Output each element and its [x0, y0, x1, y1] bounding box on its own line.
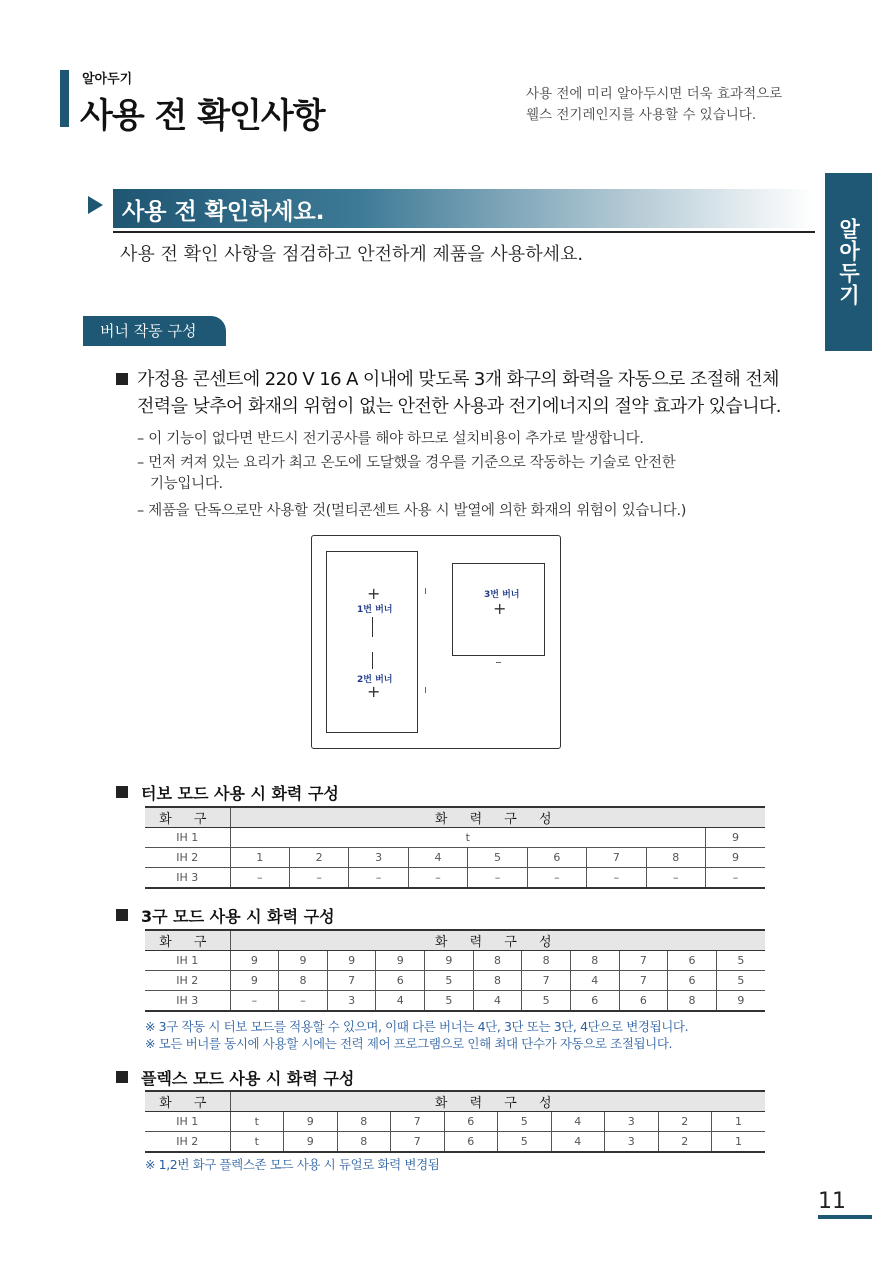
- turbo-table: [145, 806, 765, 889]
- row-label: IH 2: [145, 971, 230, 991]
- row-label: IH 3: [145, 868, 230, 889]
- row-label: IH 3: [145, 991, 230, 1012]
- table-cell: 1: [712, 1112, 766, 1132]
- table-cell: 3: [349, 848, 408, 868]
- cooking-zone-left: [326, 551, 418, 733]
- table-cell: 8: [570, 951, 619, 971]
- table-cell: 1: [230, 848, 289, 868]
- table-cell: 5: [498, 1112, 552, 1132]
- table-row: [145, 868, 765, 889]
- table-cell: 8: [279, 971, 328, 991]
- burner1-label: 1번 버너: [357, 605, 393, 615]
- subsection-tag: 버너 작동 구성: [83, 316, 226, 346]
- burner2-label: 2번 버너: [357, 675, 393, 685]
- note-dash-2b: 기능입니다.: [150, 476, 223, 492]
- section-subtitle: 사용 전 확인 사항을 점검하고 안전하게 제품을 사용하세요.: [120, 244, 584, 265]
- table-cell: 4: [551, 1132, 605, 1153]
- table-cell: 8: [337, 1132, 391, 1153]
- table-cell: 3: [605, 1112, 659, 1132]
- table-cell: 2: [658, 1112, 712, 1132]
- table-cell: 6: [444, 1132, 498, 1153]
- table-cell: 3: [327, 991, 376, 1012]
- table-cell: 7: [619, 971, 668, 991]
- burner3-label: 3번 버너: [484, 590, 520, 600]
- table-cell: –: [587, 868, 646, 889]
- table-row: [145, 1112, 765, 1132]
- table-cell: 8: [337, 1112, 391, 1132]
- burner-connector-bottom: [372, 652, 373, 669]
- diagram-tick: [496, 662, 501, 663]
- table-cell: 3: [605, 1132, 659, 1153]
- table-row: [145, 1132, 765, 1153]
- table-cell: 7: [619, 951, 668, 971]
- flex-table-title: 플렉스 모드 사용 시 화력 구성: [141, 1069, 355, 1088]
- bullet-square-icon: [116, 1071, 128, 1083]
- section-title: 사용 전 확인하세요.: [122, 199, 325, 225]
- bullet-square-icon: [116, 786, 128, 798]
- three-note-1: ※ 3구 작동 시 터보 모드를 적용할 수 있으며, 이때 다른 버너는 4단, 3단 또는 3단, 4단으로 변경됩니다.: [145, 1019, 689, 1034]
- table-cell: –: [527, 868, 586, 889]
- table-cell: 9: [230, 951, 279, 971]
- table-cell: –: [230, 991, 279, 1012]
- turbo-table-title: 터보 모드 사용 시 화력 구성: [141, 784, 339, 803]
- table-cell: 8: [522, 951, 571, 971]
- table-cell: 5: [425, 971, 474, 991]
- table-cell: 6: [376, 971, 425, 991]
- table-cell: 6: [668, 951, 717, 971]
- table-row: [145, 971, 765, 991]
- table-cell: 5: [498, 1132, 552, 1153]
- header-cell-power: 화 력 구 성: [230, 807, 765, 828]
- note-dash-1: – 이 기능이 없다면 반드시 전기공사를 해야 하므로 설치비용이 추가로 발생합니다.: [137, 431, 644, 447]
- header-desc-line1: 사용 전에 미리 알아두시면 더욱 효과적으로: [526, 86, 783, 102]
- table-row: [145, 828, 765, 848]
- header-cell-burner: 화 구: [145, 807, 230, 828]
- table-cell: 9: [230, 971, 279, 991]
- table-cell: 8: [473, 951, 522, 971]
- table-cell: 5: [716, 951, 765, 971]
- header-desc-line2: 웰스 전기레인지를 사용할 수 있습니다.: [526, 107, 757, 123]
- note-dash-2a: – 먼저 켜져 있는 요리가 최고 온도에 도달했을 경우를 기준으로 작동하는 기술로 안전한: [137, 455, 676, 471]
- three-burner-table: [145, 929, 765, 1012]
- page-number-bar: [818, 1215, 872, 1219]
- table-cell: –: [230, 868, 289, 889]
- table-cell: –: [408, 868, 467, 889]
- section-divider: [113, 231, 815, 233]
- header-accent-bar: [60, 70, 69, 127]
- table-cell: 8: [646, 848, 705, 868]
- table-cell: 5: [468, 848, 527, 868]
- table-cell: 6: [527, 848, 586, 868]
- table-cell: 7: [327, 971, 376, 991]
- bullet-square-icon: [116, 909, 128, 921]
- table-cell: 8: [473, 971, 522, 991]
- table-cell: 2: [289, 848, 348, 868]
- table-cell: 7: [587, 848, 646, 868]
- page-title: 사용 전 확인사항: [80, 96, 325, 136]
- row-label: IH 1: [145, 951, 230, 971]
- table-row: [145, 991, 765, 1012]
- table-cell: –: [279, 991, 328, 1012]
- table-cell: 8: [668, 991, 717, 1012]
- header-category: 알아두기: [82, 72, 133, 87]
- table-cell: 4: [376, 991, 425, 1012]
- table-cell: 5: [716, 971, 765, 991]
- table-cell: 7: [391, 1132, 445, 1153]
- flex-note: ※ 1,2번 화구 플렉스존 모드 사용 시 듀얼로 화력 변경됨: [145, 1157, 440, 1172]
- table-cell: –: [289, 868, 348, 889]
- header-cell-power: 화 력 구 성: [230, 1091, 765, 1112]
- row-label: IH 1: [145, 828, 230, 848]
- side-tab-label: 알아두기: [836, 218, 861, 306]
- main-line-2: 전력을 낮추어 화재의 위험이 없는 안전한 사용과 전기에너지의 절약 효과가 있습니다.: [137, 396, 781, 417]
- burner-connector-top: [372, 617, 373, 637]
- table-cell: 9: [706, 848, 766, 868]
- table-cell: 9: [284, 1112, 338, 1132]
- diagram-tick: [425, 687, 426, 693]
- table-row: [145, 951, 765, 971]
- table-cell: 4: [551, 1112, 605, 1132]
- table-header-row: [145, 930, 765, 951]
- table-header-row: [145, 1091, 765, 1112]
- row-label: IH 1: [145, 1112, 230, 1132]
- table-cell: t: [230, 1112, 284, 1132]
- main-paragraph: [137, 366, 781, 420]
- table-cell: 9: [327, 951, 376, 971]
- table-cell: 5: [522, 991, 571, 1012]
- header-description: [526, 84, 782, 126]
- side-chapter-tab: [825, 173, 872, 351]
- main-line-1: 가정용 콘센트에 220 V 16 A 이내에 맞도록 3개 화구의 화력을 자동으로 조절해 전체: [137, 369, 779, 390]
- diagram-tick: [425, 588, 426, 594]
- table-header-row: [145, 807, 765, 828]
- table-cell: 6: [570, 991, 619, 1012]
- header-cell-power: 화 력 구 성: [230, 930, 765, 951]
- table-cell: 6: [619, 991, 668, 1012]
- table-cell: 5: [425, 991, 474, 1012]
- table-cell: 6: [668, 971, 717, 991]
- flex-table: [145, 1090, 765, 1153]
- row-label: IH 2: [145, 848, 230, 868]
- table-cell: 6: [444, 1112, 498, 1132]
- table-cell: 7: [391, 1112, 445, 1132]
- row-label: IH 2: [145, 1132, 230, 1153]
- table-cell: 9: [706, 828, 766, 848]
- three-note-2: ※ 모든 버너를 동시에 사용할 시에는 전력 제어 프로그램으로 인해 최대 단수가 자동으로 조절됩니다.: [145, 1036, 673, 1051]
- burner2-cross-icon: +: [367, 682, 381, 701]
- table-cell: 2: [658, 1132, 712, 1153]
- table-cell: 1: [712, 1132, 766, 1153]
- table-cell: 9: [376, 951, 425, 971]
- table-cell: 7: [522, 971, 571, 991]
- table-cell: 9: [284, 1132, 338, 1153]
- table-cell: 9: [425, 951, 474, 971]
- three-table-title: 3구 모드 사용 시 화력 구성: [141, 907, 335, 926]
- page-number: 11: [818, 1189, 846, 1214]
- table-row: [145, 848, 765, 868]
- table-cell: –: [706, 868, 766, 889]
- header-cell-burner: 화 구: [145, 1091, 230, 1112]
- section-arrow-icon: [88, 196, 103, 214]
- table-cell: –: [646, 868, 705, 889]
- table-cell: 4: [570, 971, 619, 991]
- table-cell: 4: [408, 848, 467, 868]
- table-cell: 9: [279, 951, 328, 971]
- burner1-cross-icon: +: [367, 584, 381, 603]
- header-cell-burner: 화 구: [145, 930, 230, 951]
- burner3-cross-icon: +: [493, 599, 507, 618]
- table-cell: 4: [473, 991, 522, 1012]
- table-cell: t: [230, 828, 706, 848]
- table-cell: –: [468, 868, 527, 889]
- bullet-square-icon: [116, 373, 128, 385]
- table-cell: –: [349, 868, 408, 889]
- note-dash-3: – 제품을 단독으로만 사용할 것(멀티콘센트 사용 시 발열에 의한 화재의 위험이 있습니다.): [137, 503, 687, 519]
- table-cell: 9: [716, 991, 765, 1012]
- table-cell: t: [230, 1132, 284, 1153]
